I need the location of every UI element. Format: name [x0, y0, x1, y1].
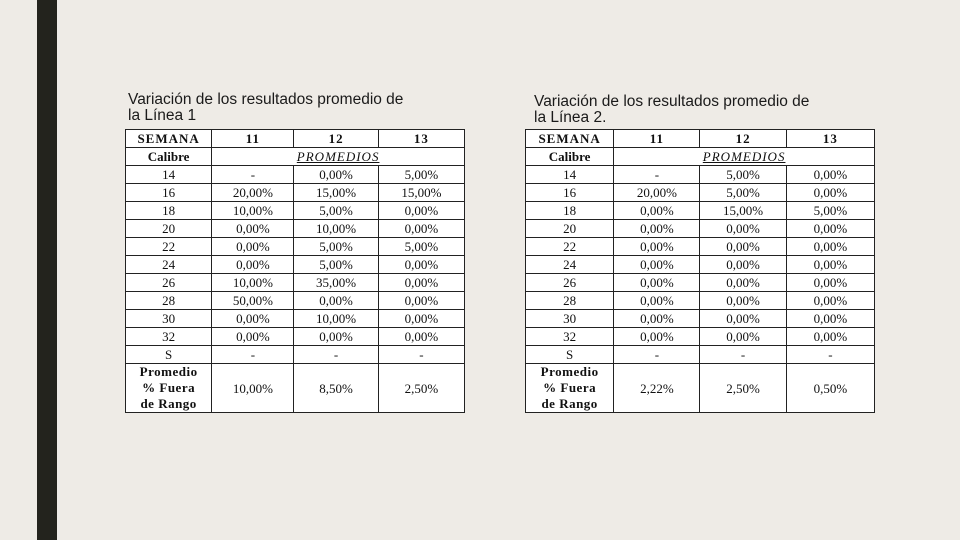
- calibre-cell: 14: [126, 166, 212, 184]
- calibre-cell: 20: [526, 220, 614, 238]
- percent-cell: 5,00%: [378, 238, 464, 256]
- results-table-line-1-grid: [125, 129, 465, 413]
- percent-cell: 5,00%: [700, 166, 786, 184]
- percent-cell: 0,00%: [378, 274, 464, 292]
- percent-cell: 0,00%: [786, 328, 874, 346]
- table-row: [126, 310, 465, 328]
- percent-cell: 0,00%: [614, 310, 700, 328]
- percent-cell: 0,00%: [786, 292, 874, 310]
- average-value-cell: 0,50%: [786, 364, 874, 413]
- percent-cell: 0,00%: [786, 310, 874, 328]
- percent-cell: 5,00%: [294, 256, 378, 274]
- calibre-cell: 16: [526, 184, 614, 202]
- calibre-cell: 24: [126, 256, 212, 274]
- percent-cell: 0,00%: [786, 256, 874, 274]
- promedios-title: PROMEDIOS: [614, 148, 875, 166]
- calibre-label: Calibre: [526, 148, 614, 166]
- table-row: [526, 346, 875, 364]
- table-row: [526, 328, 875, 346]
- percent-cell: 0,00%: [614, 202, 700, 220]
- percent-cell: 0,00%: [378, 292, 464, 310]
- calibre-cell: 22: [126, 238, 212, 256]
- table-row: [526, 202, 875, 220]
- percent-cell: 35,00%: [294, 274, 378, 292]
- header-row: [126, 130, 465, 148]
- table-row: [526, 166, 875, 184]
- percent-cell: 0,00%: [614, 220, 700, 238]
- percent-cell: 0,00%: [786, 184, 874, 202]
- results-table-line-2-grid: [525, 129, 875, 413]
- subheader-row: [526, 148, 875, 166]
- percent-cell: 0,00%: [786, 166, 874, 184]
- average-out-of-range-label: [126, 364, 212, 413]
- percent-cell: 10,00%: [212, 202, 294, 220]
- percent-cell: -: [294, 346, 378, 364]
- percent-cell: 10,00%: [294, 220, 378, 238]
- percent-cell: 0,00%: [700, 274, 786, 292]
- percent-cell: 0,00%: [212, 328, 294, 346]
- percent-cell: -: [614, 166, 700, 184]
- footer-row: [126, 364, 465, 413]
- percent-cell: 0,00%: [614, 256, 700, 274]
- percent-cell: 0,00%: [614, 274, 700, 292]
- table-row: [126, 202, 465, 220]
- semana-label: SEMANA: [126, 130, 212, 148]
- table-row: [126, 166, 465, 184]
- percent-cell: 0,00%: [700, 328, 786, 346]
- slide-accent-bar: [37, 0, 57, 540]
- results-table-line-1: [125, 129, 465, 410]
- percent-cell: 0,00%: [786, 220, 874, 238]
- average-value-cell: 2,50%: [700, 364, 786, 413]
- calibre-cell: 26: [526, 274, 614, 292]
- percent-cell: 0,00%: [614, 238, 700, 256]
- percent-cell: 10,00%: [212, 274, 294, 292]
- table-row: [526, 184, 875, 202]
- week-header-cell: 13: [786, 130, 874, 148]
- calibre-cell: 26: [126, 274, 212, 292]
- table-row: [126, 220, 465, 238]
- calibre-cell: 20: [126, 220, 212, 238]
- average-value-cell: 8,50%: [294, 364, 378, 413]
- percent-cell: 10,00%: [294, 310, 378, 328]
- promedios-title: PROMEDIOS: [212, 148, 465, 166]
- percent-cell: 0,00%: [378, 310, 464, 328]
- caption-line-1-text-a: Variación de los resultados promedio de: [128, 91, 404, 108]
- percent-cell: 0,00%: [378, 256, 464, 274]
- calibre-cell: 28: [526, 292, 614, 310]
- percent-cell: 0,00%: [614, 292, 700, 310]
- percent-cell: 15,00%: [378, 184, 464, 202]
- calibre-cell: 32: [526, 328, 614, 346]
- percent-cell: 5,00%: [700, 184, 786, 202]
- average-out-of-range-label: [526, 364, 614, 413]
- average-label-line: de Rango: [140, 396, 197, 411]
- week-header-cell: 12: [700, 130, 786, 148]
- percent-cell: 0,00%: [294, 328, 378, 346]
- percent-cell: 5,00%: [294, 238, 378, 256]
- percent-cell: 0,00%: [212, 256, 294, 274]
- average-value-cell: 10,00%: [212, 364, 294, 413]
- average-label-line: % Fuera: [142, 380, 196, 395]
- table-row: [526, 310, 875, 328]
- average-label-line: de Rango: [541, 396, 598, 411]
- calibre-cell: 32: [126, 328, 212, 346]
- calibre-cell: S: [526, 346, 614, 364]
- percent-cell: 0,00%: [212, 220, 294, 238]
- calibre-cell: 30: [126, 310, 212, 328]
- percent-cell: -: [786, 346, 874, 364]
- percent-cell: 5,00%: [378, 166, 464, 184]
- average-label-line: Promedio: [540, 364, 599, 379]
- footer-row: [526, 364, 875, 413]
- percent-cell: -: [212, 346, 294, 364]
- percent-cell: -: [378, 346, 464, 364]
- percent-cell: 0,00%: [294, 292, 378, 310]
- percent-cell: 0,00%: [294, 166, 378, 184]
- percent-cell: 0,00%: [786, 274, 874, 292]
- calibre-cell: 14: [526, 166, 614, 184]
- results-table-line-2: [525, 129, 875, 410]
- table-row: [526, 292, 875, 310]
- percent-cell: -: [212, 166, 294, 184]
- calibre-cell: 24: [526, 256, 614, 274]
- caption-line-1: [128, 92, 468, 124]
- percent-cell: 0,00%: [700, 220, 786, 238]
- percent-cell: 5,00%: [294, 202, 378, 220]
- semana-label: SEMANA: [526, 130, 614, 148]
- percent-cell: 20,00%: [614, 184, 700, 202]
- calibre-cell: 18: [126, 202, 212, 220]
- average-label-line: Promedio: [139, 364, 198, 379]
- table-row: [526, 256, 875, 274]
- percent-cell: 0,00%: [614, 328, 700, 346]
- percent-cell: 0,00%: [378, 220, 464, 238]
- table-row: [126, 292, 465, 310]
- calibre-cell: 30: [526, 310, 614, 328]
- table-row: [526, 274, 875, 292]
- table-row: [126, 346, 465, 364]
- percent-cell: 0,00%: [700, 238, 786, 256]
- percent-cell: 0,00%: [700, 292, 786, 310]
- percent-cell: 15,00%: [294, 184, 378, 202]
- caption-line-2-text-b: la Línea 2.: [534, 109, 607, 126]
- percent-cell: -: [700, 346, 786, 364]
- header-row: [526, 130, 875, 148]
- table-row: [126, 256, 465, 274]
- subheader-row: [126, 148, 465, 166]
- week-header-cell: 11: [212, 130, 294, 148]
- average-label-line: % Fuera: [543, 380, 597, 395]
- table-row: [126, 184, 465, 202]
- percent-cell: 0,00%: [786, 238, 874, 256]
- percent-cell: 0,00%: [378, 328, 464, 346]
- week-header-cell: 11: [614, 130, 700, 148]
- percent-cell: 50,00%: [212, 292, 294, 310]
- table-row: [126, 274, 465, 292]
- caption-line-2-text-a: Variación de los resultados promedio de: [534, 93, 810, 110]
- calibre-cell: 16: [126, 184, 212, 202]
- average-value-cell: 2,50%: [378, 364, 464, 413]
- table-row: [126, 328, 465, 346]
- calibre-cell: 18: [526, 202, 614, 220]
- percent-cell: -: [614, 346, 700, 364]
- calibre-cell: 22: [526, 238, 614, 256]
- percent-cell: 0,00%: [212, 238, 294, 256]
- week-header-cell: 13: [378, 130, 464, 148]
- caption-line-1-text-b: la Línea 1: [128, 107, 197, 124]
- percent-cell: 0,00%: [212, 310, 294, 328]
- percent-cell: 0,00%: [378, 202, 464, 220]
- percent-cell: 0,00%: [700, 310, 786, 328]
- calibre-cell: 28: [126, 292, 212, 310]
- percent-cell: 5,00%: [786, 202, 874, 220]
- table-row: [526, 238, 875, 256]
- calibre-cell: S: [126, 346, 212, 364]
- caption-line-2: [534, 94, 874, 126]
- table-row: [126, 238, 465, 256]
- percent-cell: 0,00%: [700, 256, 786, 274]
- average-value-cell: 2,22%: [614, 364, 700, 413]
- table-row: [526, 220, 875, 238]
- percent-cell: 15,00%: [700, 202, 786, 220]
- week-header-cell: 12: [294, 130, 378, 148]
- percent-cell: 20,00%: [212, 184, 294, 202]
- calibre-label: Calibre: [126, 148, 212, 166]
